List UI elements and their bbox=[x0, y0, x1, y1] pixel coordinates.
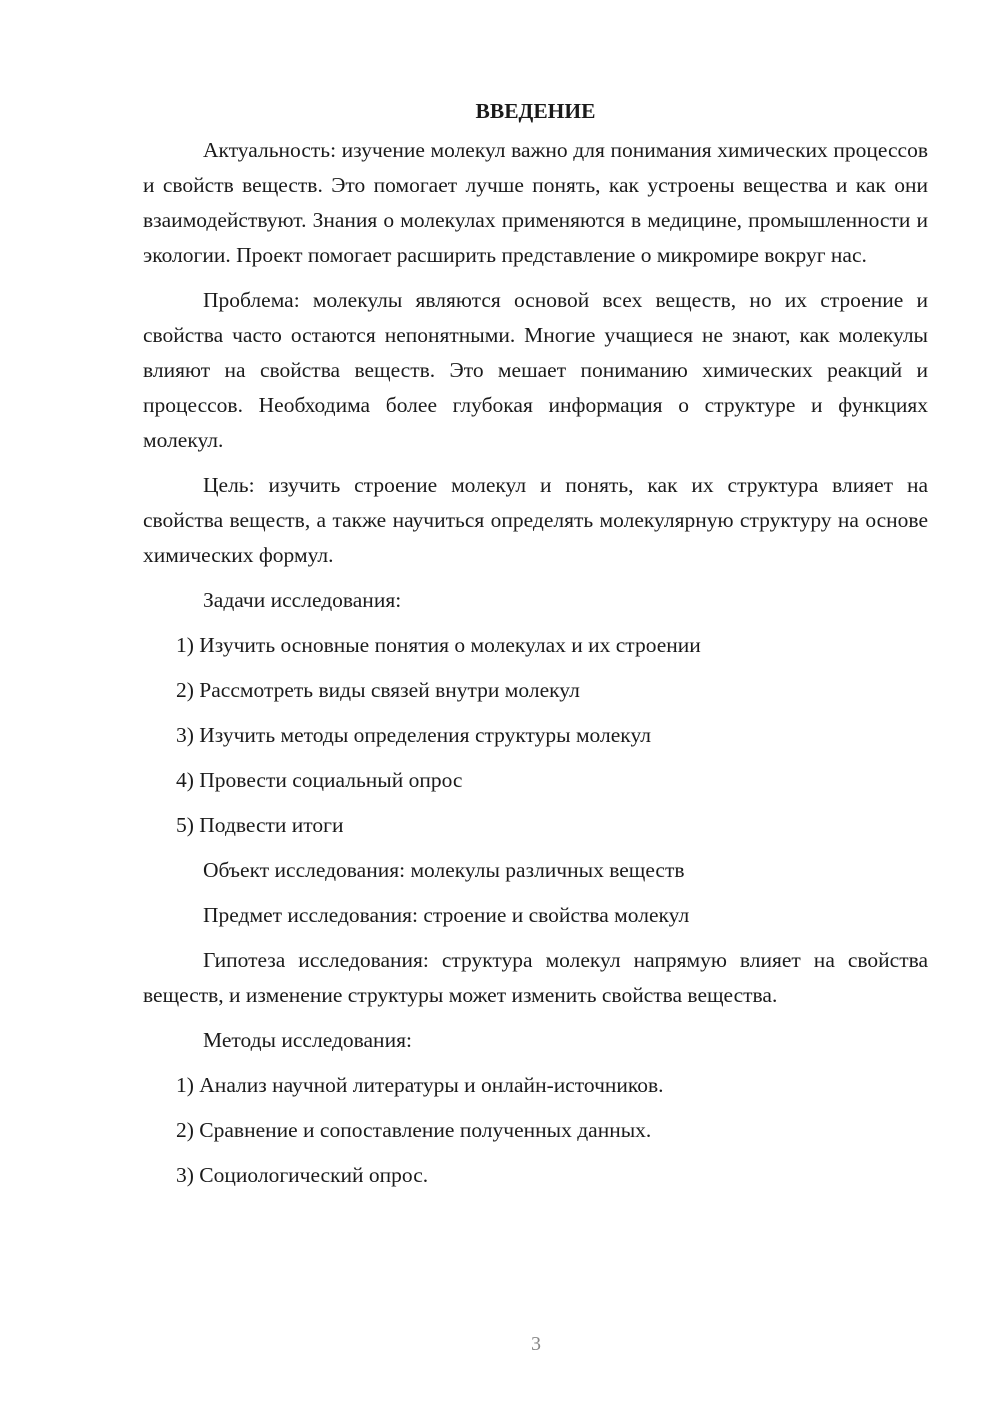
tasks-heading: Задачи исследования: bbox=[203, 588, 402, 612]
list-item: 3) Изучить методы определения структуры молекул bbox=[176, 723, 651, 747]
page-number: 3 bbox=[531, 1333, 541, 1355]
page-title: ВВЕДЕНИЕ bbox=[475, 99, 596, 123]
list-item: 1) Изучить основные понятия о молекулах и их строении bbox=[176, 633, 701, 657]
list-item: 4) Провести социальный опрос bbox=[176, 768, 463, 792]
list-item: 3) Социологический опрос. bbox=[176, 1163, 429, 1187]
list-item: 1) Анализ научной литературы и онлайн-источников. bbox=[176, 1073, 664, 1097]
goal-paragraph: Цель: изучить строение молекул и понять, как их структура влияет на свойства веществ, а также научиться определять молекулярную структуру на основе химических формул. bbox=[143, 473, 928, 567]
methods-heading: Методы исследования: bbox=[203, 1028, 412, 1052]
problem-paragraph: Проблема: молекулы являются основой всех веществ, но их строение и свойства часто остаются непонятными. Многие учащиеся не знают, как молекулы влияют на свойства веществ. Это мешает пониманию химических реакций и процессов. Необходима более глубокая информация о структуре и функциях молекул. bbox=[143, 288, 928, 452]
page-content bbox=[143, 96, 928, 1203]
relevance-paragraph: Актуальность: изучение молекул важно для понимания химических процессов и свойств веществ. Это помогает лучше понять, как устроены вещества и как они взаимодействуют. Знания о молекулах применяются в медицине, промышленности и экологии. Проект помогает расширить представление о микромире вокруг нас. bbox=[143, 138, 928, 267]
list-item: 2) Рассмотреть виды связей внутри молекул bbox=[176, 678, 580, 702]
tasks-list bbox=[143, 628, 928, 843]
hypothesis-paragraph: Гипотеза исследования: структура молекул напрямую влияет на свойства веществ, и изменение структуры может изменить свойства вещества. bbox=[143, 948, 928, 1007]
research-subject: Предмет исследования: строение и свойства молекул bbox=[203, 903, 690, 927]
research-object: Объект исследования: молекулы различных веществ bbox=[203, 858, 685, 882]
methods-list bbox=[143, 1068, 928, 1193]
list-item: 5) Подвести итоги bbox=[176, 813, 344, 837]
list-item: 2) Сравнение и сопоставление полученных данных. bbox=[176, 1118, 652, 1142]
